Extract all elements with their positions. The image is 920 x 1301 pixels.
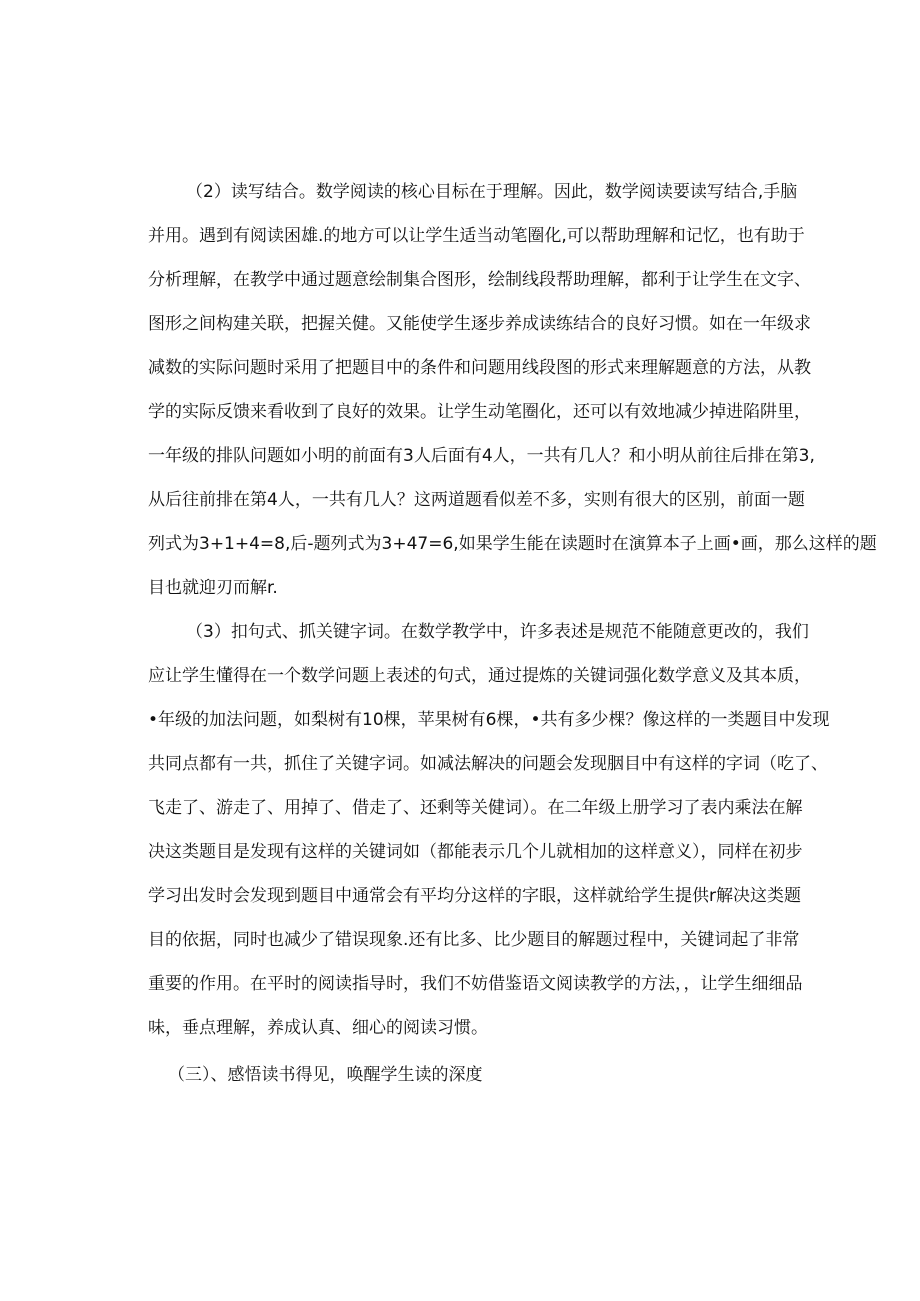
paragraph-line: （3）扣句式、抓关键字词。在数学教学中，许多表述是规范不能随意更改的，我们 <box>186 622 809 642</box>
paragraph-line: 分析理解，在教学中通过题意绘制集合图形，绘制线段帮助理解，都利于让学生在文字、 <box>148 270 811 290</box>
section-heading-text: （三）、感悟读书得见，唤醒学生读的深度 <box>168 1065 483 1085</box>
paragraph-line: •年级的加法问题，如梨树有10棵，苹果树有6棵，•共有多少棵？像这样的一类题目中发现 <box>148 710 830 730</box>
paragraph-line: 重要的作用。在平时的阅读指导时，我们不妨借鉴语文阅读教学的方法，，让学生细细品 <box>148 974 803 994</box>
paragraph-line: 学的实际反馈来看收到了良好的效果。让学生动笔圈化，还可以有效地减少掉进陷阱里， <box>148 402 811 422</box>
paragraph-line: 共同点都有一共，抓住了关键字词。如减法解决的问题会发现胭目中有这样的字词（吃了、 <box>148 754 828 774</box>
paragraph-line: 应让学生懂得在一个数学问题上表述的句式，通过提炼的关键词强化数学意义及其本质， <box>148 666 811 686</box>
paragraph-line: 学习出发时会发现到题目中通常会有平均分这样的字眼，这样就给学生提供r解决这类题 <box>148 886 801 906</box>
paragraph-line: 飞走了、游走了、用掉了、借走了、还剩等关健词）。在二年级上册学习了表内乘法在解 <box>148 798 803 818</box>
paragraph-line: 图形之间构建关联，把握关健。又能使学生逐步养成读练结合的良好习惯。如在一年级求 <box>148 314 811 334</box>
paragraph-line: 决这类题目是发现有这样的关键词如（都能表示几个儿就相加的这样意义），同样在初步 <box>148 842 803 862</box>
paragraph-line: 味，垂点理解，养成认真、细心的阅读习惯。 <box>148 1018 488 1038</box>
paragraph-line: 目也就迎刃而解r. <box>148 578 278 598</box>
paragraph-line: 目的依据，同时也减少了错误现象.还有比多、比少题目的解题过程中，关键词起了非常 <box>148 930 800 950</box>
paragraph-line: 列式为3+1+4=8,后-题列式为3+47=6,如果学生能在读题时在演算本子上画•画，那么这样的题 <box>148 534 877 554</box>
paragraph-line: 一年级的排队问题如小明的前面有3人后面有4人，一共有几人？和小明从前往后排在第3, <box>148 446 815 466</box>
paragraph-line: （2）读写结合。数学阅读的核心目标在于理解。因此，数学阅读要读写结合,手脑 <box>186 182 798 202</box>
paragraph-line: 并用。遇到有阅读困雄.的地方可以让学生适当动笔圈化,可以帮助理解和记忆，也有助于 <box>148 226 805 246</box>
paragraph-line: 减数的实际问题时采用了把题目中的条件和问题用线段图的形式来理解题意的方法，从教 <box>148 358 811 378</box>
paragraph-line: 从后往前排在第4人，一共有几人？这两道题看似差不多，实则有很大的区别，前面一题 <box>148 490 805 510</box>
